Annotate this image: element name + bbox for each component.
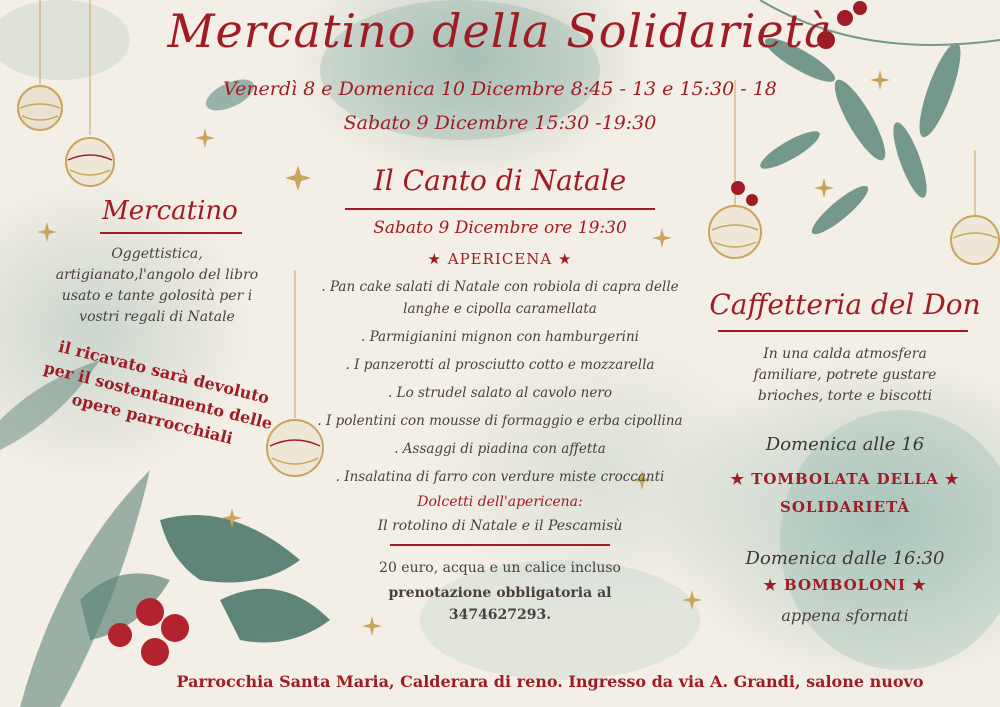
price-text: 20 euro, acqua e un calice incluso (379, 560, 621, 576)
booking-text: prenotazione obbligatoria al 3474627293. (388, 585, 612, 623)
bomboloni-day: Domenica dalle 16:30 (745, 548, 945, 569)
menu-item: . Parmigianini mignon con hamburgerini (361, 329, 639, 345)
dessert-text: Il rotolino di Natale e il Pescamisù (377, 518, 623, 534)
bomboloni-row (720, 576, 970, 594)
apericena-label: APERICENA (447, 250, 553, 268)
tombola-day: Domenica alle 16 (765, 434, 925, 455)
page-title: Mercatino della Solidarietà (167, 4, 833, 58)
menu-item: . Assaggi di piadina con affetta (394, 441, 606, 457)
menu-item: . I polentini con mousse di formaggio e erba cipollina (317, 413, 683, 429)
dates-line-1: Venerdì 8 e Domenica 10 Dicembre 8:45 - 13 e 15:30 - 18 (223, 78, 777, 100)
apericena-row (400, 250, 600, 268)
bomboloni-note: appena sfornati (781, 606, 909, 625)
star-icon: ★ (427, 250, 442, 268)
star-icon: ★ (730, 470, 745, 488)
caffetteria-description: In una calda atmosfera familiare, potrete gustare brioches, torte e biscotti (753, 346, 937, 404)
menu-item: . Lo strudel salato al cavolo nero (388, 385, 612, 401)
mercatino-note: il ricavato sarà devoluto per il sostentamento delle opere parrocchiali (41, 336, 275, 448)
star-icon: ★ (945, 470, 960, 488)
ornament-icon (709, 80, 761, 258)
star-icon: ★ (558, 250, 573, 268)
tombola-line-1: TOMBOLATA DELLA (751, 470, 939, 488)
mercatino-heading: Mercatino (102, 196, 238, 226)
caffetteria-heading: Caffetteria del Don (709, 288, 981, 321)
tombola-line-1-row (710, 470, 980, 488)
menu-item: . Pan cake salati di Natale con robiola di capra delle langhe e cipolla caramellata (321, 279, 679, 317)
tombola-line-2: SOLIDARIETÀ (779, 498, 910, 516)
ornament-icon (951, 150, 999, 264)
star-icon: ★ (912, 576, 927, 594)
bomboloni-label: BOMBOLONI (784, 576, 906, 594)
mercatino-description: Oggettistica, artigianato,l'angolo del libro usato e tante golosità per i vostri regali di Natale (55, 246, 259, 325)
menu-item: . Insalatina di farro con verdure miste croccanti (335, 469, 665, 485)
dessert-label: Dolcetti dell'apericena: (417, 494, 583, 510)
canto-heading: Il Canto di Natale (373, 164, 627, 197)
star-icon: ★ (763, 576, 778, 594)
menu-item: . I panzerotti al prosciutto cotto e mozzarella (345, 357, 655, 373)
canto-date: Sabato 9 Dicembre ore 19:30 (373, 218, 627, 238)
menu-list (305, 276, 695, 488)
footer-address: Parrocchia Santa Maria, Calderara di reno. Ingresso da via A. Grandi, salone nuovo (176, 672, 924, 691)
dates-line-2: Sabato 9 Dicembre 15:30 -19:30 (343, 112, 657, 134)
